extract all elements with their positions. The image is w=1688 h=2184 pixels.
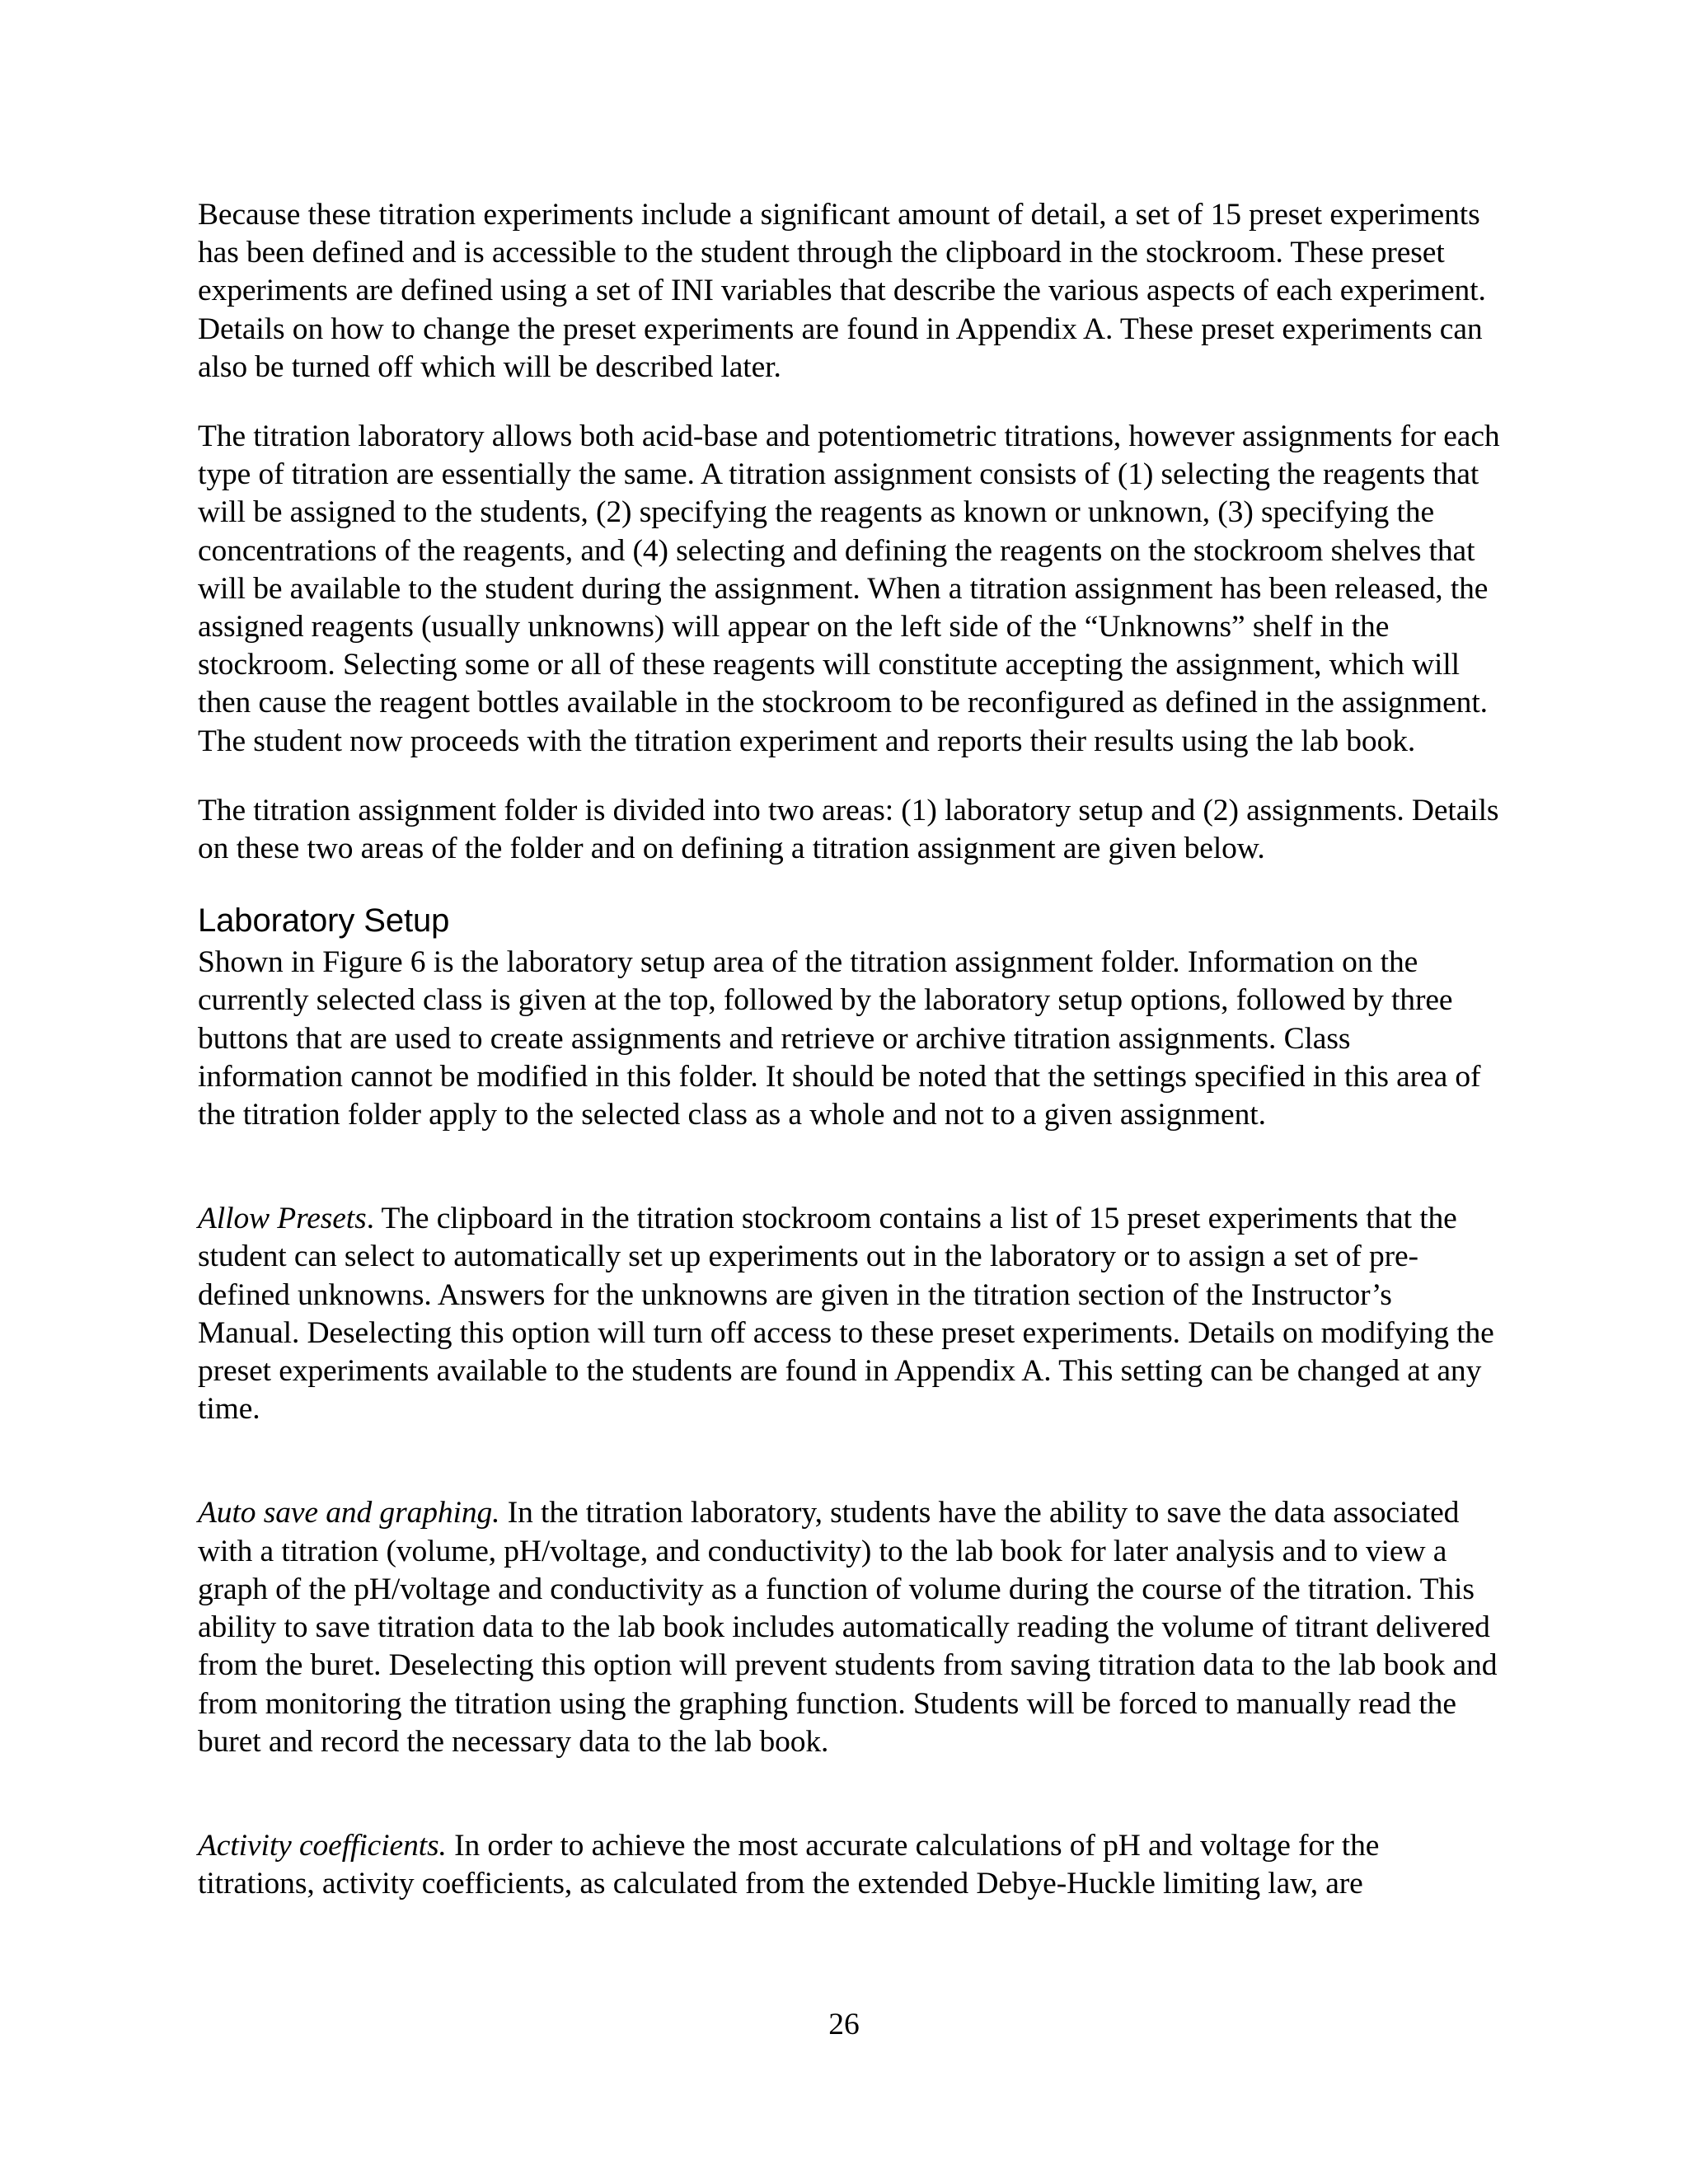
text-auto-save-graphing: In the titration laboratory, students have the ability to save the data associated with a titration (volume, pH/voltage, and conductivity) to the lab book for later analysis and to view a graph of the pH/voltage and conductivity as a function of volume during the course of the titration. This ability to save titration data to the lab book includes automatically reading the volume of titrant delivered from the buret. Deselecting this option will prevent students from saving titration data to the lab book and from monitoring the titration using the graphing function. Students will be forced to manually read the buret and record the necessary data to the lab book. — [198, 1496, 1498, 1759]
paragraph-folder-areas: The titration assignment folder is divided into two areas: (1) laboratory setup and (2) assignments. Details on these two areas of the folder and on defining a titration assignment are given below. — [198, 793, 1499, 866]
text-allow-presets: . The clipboard in the titration stockroom contains a list of 15 preset experiments that the student can select to automatically set up experiments out in the laboratory or to assign a set of pre-defined unknowns. Answers for the unknowns are given in the titration section of the Instructor’s Manual. Deselecting this option will turn off access to these preset experiments. Details on modifying the preset experiments available to the students are found in Appendix A. This setting can be changed at any time. — [198, 1202, 1494, 1427]
document-page — [198, 196, 1500, 1934]
paragraph-titration-assignments: The titration laboratory allows both acid-base and potentiometric titrations, however assignments for each type of titration are essentially the same. A titration assignment consists of (1) selecting the reagents that will be assigned to the students, (2) specifying the reagents as known or unknown, (3) specifying the concentrations of the reagents, and (4) selecting and defining the reagents on the stockroom shelves that will be available to the student during the assignment. When a titration assignment has been released, the assigned reagents (usually unknowns) will appear on the left side of the “Unknowns” shelf in the stockroom. Selecting some or all of these reagents will constitute accepting the assignment, which will then cause the reagent bottles available in the stockroom to be reconfigured as defined in the assignment. The student now proceeds with the titration experiment and reports their results using the lab book. — [198, 419, 1500, 758]
section-heading-laboratory-setup: Laboratory Setup — [198, 902, 450, 940]
paragraph-auto-save-graphing — [198, 1494, 1500, 1760]
paragraph-activity-coefficients — [198, 1827, 1500, 1903]
term-allow-presets: Allow Presets — [198, 1202, 367, 1236]
term-auto-save-graphing: Auto save and graphing. — [198, 1496, 500, 1530]
term-activity-coefficients: Activity coefficients. — [198, 1828, 447, 1863]
paragraph-presets-intro: Because these titration experiments include a significant amount of detail, a set of 15 preset experiments has been defined and is accessible to the student through the clipboard in the stockroom. These preset experiments are defined using a set of INI variables that describe the various aspects of each experiment. Details on how to change the preset experiments are found in Appendix A. These preset experiments can also be turned off which will be described later. — [198, 198, 1486, 384]
page-number: 26 — [828, 2008, 860, 2041]
paragraph-allow-presets — [198, 1200, 1500, 1428]
text-activity-coefficients: In order to achieve the most accurate calculations of pH and voltage for the titrations, activity coefficients, as calculated from the extended Debye-Huckle limiting law, are — [198, 1828, 1380, 1901]
paragraph-laboratory-setup: Shown in Figure 6 is the laboratory setup area of the titration assignment folder. Information on the currently selected class is given at the top, followed by the laboratory setup options, followed by three buttons that are used to create assignments and retrieve or archive titration assignments. Class information cannot be modified in this folder. It should be noted that the settings specified in this area of the titration folder apply to the selected class as a whole and not to a given assignment. — [198, 945, 1481, 1132]
